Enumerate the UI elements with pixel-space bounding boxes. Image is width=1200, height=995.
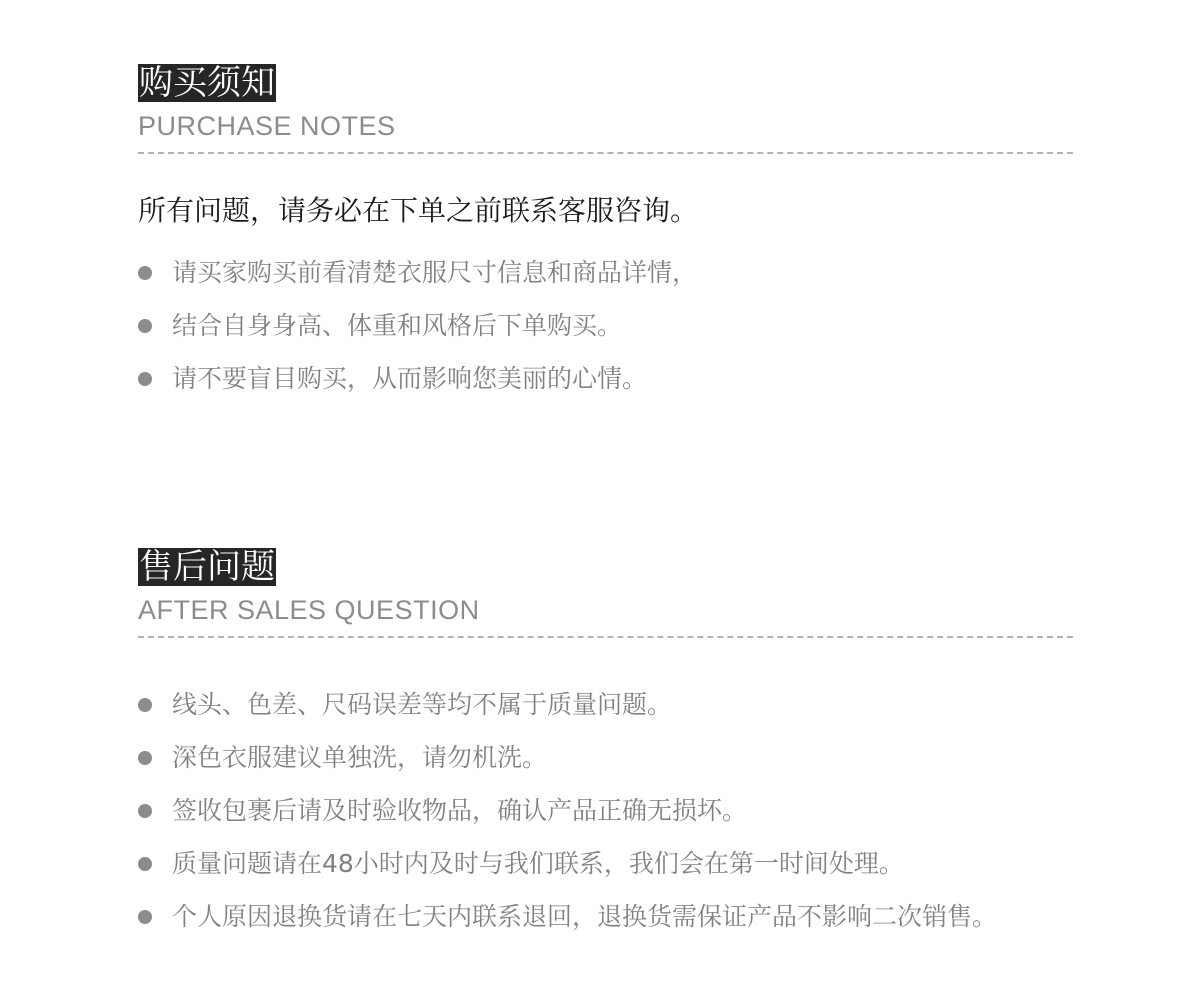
bullet-dot-icon bbox=[138, 698, 152, 712]
purchase-item-text: 请不要盲目购买，从而影响您美丽的心情。 bbox=[172, 364, 648, 393]
after-sales-item-text: 线头、色差、尺码误差等均不属于质量问题。 bbox=[172, 690, 673, 719]
after-sales-title-en: AFTER SALES QUESTION bbox=[138, 595, 480, 625]
purchase-list-item bbox=[138, 362, 1073, 395]
after-sales-list-item bbox=[138, 741, 1073, 774]
purchase-title-cn: 购买须知 bbox=[139, 63, 275, 103]
bullet-dot-icon bbox=[138, 266, 152, 280]
purchase-notice: 所有问题，请务必在下单之前联系客服咨询。 bbox=[138, 194, 699, 227]
after-sales-list-item bbox=[138, 900, 1073, 933]
after-sales-list bbox=[138, 688, 1073, 933]
after-sales-list-item bbox=[138, 794, 1073, 827]
after-sales-item-text: 深色衣服建议单独洗，请勿机洗。 bbox=[172, 743, 548, 772]
bullet-dot-icon bbox=[138, 319, 152, 333]
bullet-dot-icon bbox=[138, 857, 152, 871]
after-sales-list-item bbox=[138, 688, 1073, 721]
after-sales-item-text: 质量问题请在48小时内及时与我们联系，我们会在第一时间处理。 bbox=[172, 849, 904, 878]
after-sales-item-text: 个人原因退换货请在七天内联系退回，退换货需保证产品不影响二次销售。 bbox=[172, 902, 998, 931]
bullet-dot-icon bbox=[138, 751, 152, 765]
bullet-dot-icon bbox=[138, 804, 152, 818]
purchase-list-item bbox=[138, 256, 1073, 289]
after-sales-item-text: 签收包裹后请及时验收物品，确认产品正确无损坏。 bbox=[172, 796, 748, 825]
after-sales-divider bbox=[138, 636, 1073, 638]
after-sales-title-cn: 售后问题 bbox=[139, 547, 275, 587]
after-sales-section bbox=[138, 548, 1073, 953]
purchase-list-item bbox=[138, 309, 1073, 342]
purchase-item-text: 结合自身身高、体重和风格后下单购买。 bbox=[172, 311, 623, 340]
purchase-item-text: 请买家购买前看清楚衣服尺寸信息和商品详情， bbox=[172, 258, 698, 287]
purchase-notes-section bbox=[138, 64, 1073, 415]
after-sales-list-item bbox=[138, 847, 1073, 880]
bullet-dot-icon bbox=[138, 910, 152, 924]
purchase-list bbox=[138, 256, 1073, 395]
purchase-divider bbox=[138, 152, 1073, 154]
bullet-dot-icon bbox=[138, 372, 152, 386]
purchase-title-en: PURCHASE NOTES bbox=[138, 111, 396, 141]
